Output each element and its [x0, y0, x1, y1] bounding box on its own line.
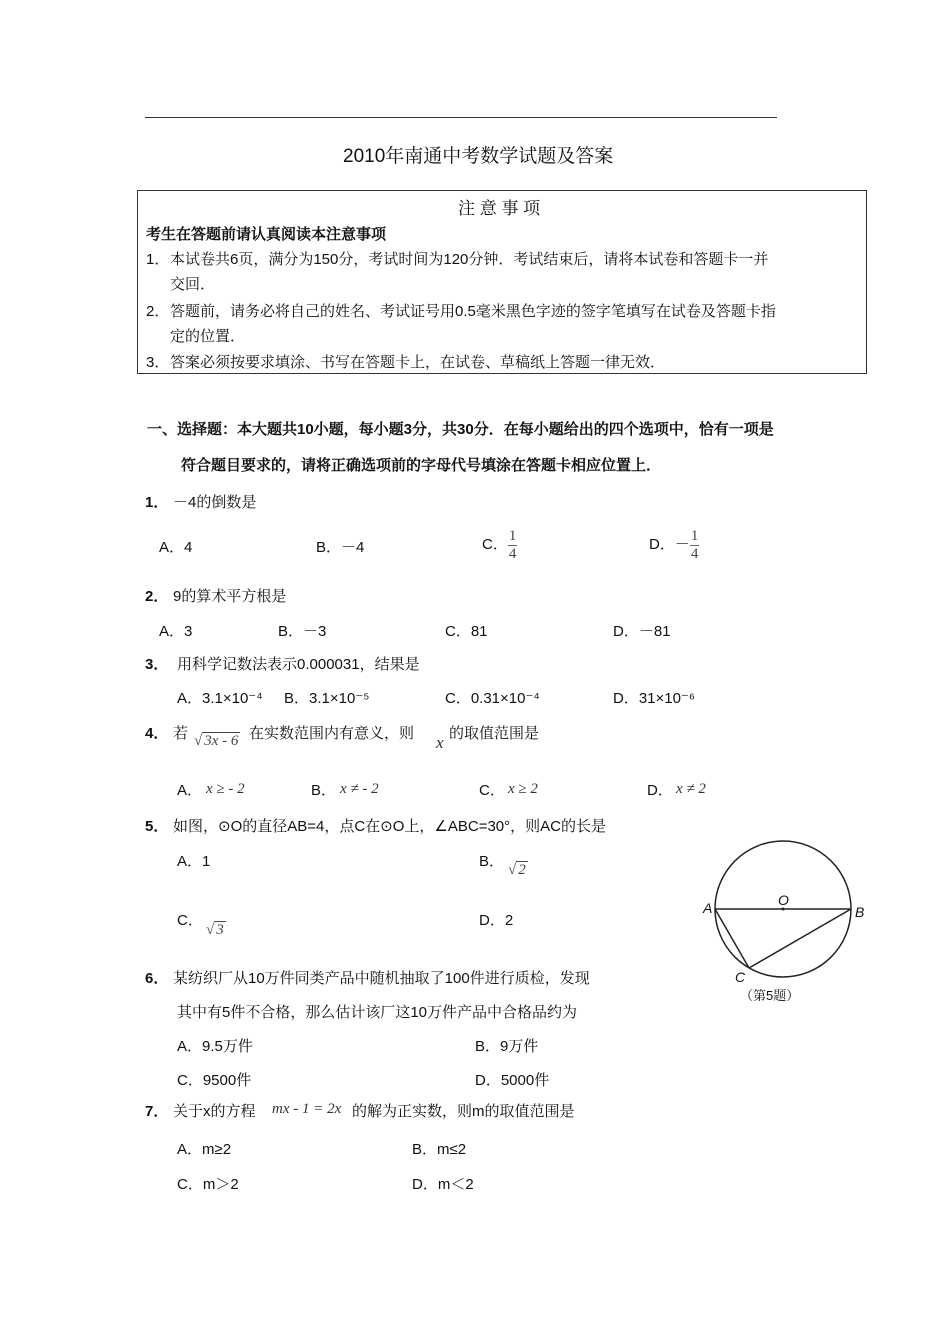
q5-option-b-radicand: 2	[518, 862, 526, 878]
fraction-numerator: 1	[690, 528, 699, 544]
q3-option-a: A．3.1×10⁻⁴	[177, 690, 263, 707]
notice-item-1-num: 1．	[146, 251, 170, 268]
q4-stem-mid: 在实数范围内有意义，则	[249, 725, 415, 742]
q7-number: 7．	[145, 1103, 169, 1120]
q7-stem-post: 的解为正实数，则m的取值范围是	[352, 1103, 575, 1120]
section-heading-line2: 符合题目要求的，请将正确选项前的字母代号填涂在答题卡相应位置上．	[181, 457, 662, 474]
q4-number: 4．	[145, 725, 169, 742]
q2-option-a: A．3	[159, 623, 193, 640]
chord-bc	[749, 909, 851, 968]
q7-option-d: D．m＜2	[412, 1176, 474, 1193]
q6-option-c: C．9500件	[177, 1072, 252, 1089]
q3-option-d: D．31×10⁻⁶	[613, 690, 696, 707]
q1-option-c	[482, 528, 517, 562]
q4-stem-post: 的取值范围是	[449, 725, 540, 742]
q5-option-c-radical: √ 3	[206, 922, 224, 938]
chord-ac	[715, 909, 749, 968]
q1-option-c-label: C．	[482, 535, 508, 553]
notice-item-2-line2: 定的位置．	[170, 328, 246, 345]
fraction-denominator: 4	[508, 545, 517, 562]
q5-option-d: D．2	[479, 912, 514, 929]
q5-option-b-radical: √ 2	[508, 862, 526, 878]
q1-option-c-fraction	[508, 528, 518, 562]
q6-option-d: D．5000件	[475, 1072, 550, 1089]
q6-stem-line1: 某纺织厂从10万件同类产品中随机抽取了100件进行质检，发现	[173, 970, 590, 987]
notice-item-2-line1: 答题前，请务必将自己的姓名、考试证号用0.5毫米黑色字迹的签字笔填写在试卷及答题卡指	[170, 303, 776, 320]
q4-option-d-label: D．	[647, 782, 673, 799]
section-heading-line1: 一、选择题：本大题共10小题，每小题3分，共30分．在每小题给出的四个选项中，恰有一项是	[147, 421, 774, 438]
q5-option-c-radicand: 3	[216, 922, 224, 938]
q7-equation: mx - 1 = 2x	[272, 1101, 342, 1117]
page-title: 2010年南通中考数学试题及答案	[343, 146, 614, 167]
q2-option-c: C．81	[445, 623, 488, 640]
q2-stem: 9的算术平方根是	[173, 588, 287, 605]
q2-option-d: D．－81	[613, 623, 671, 640]
q4-stem-pre: 若	[173, 725, 189, 742]
q4-option-a-label: A．	[177, 782, 203, 799]
q4-radicand: 3x - 6	[204, 733, 239, 749]
q1-option-d	[649, 528, 699, 562]
q6-stem-line2: 其中有5件不合格，那么估计该厂这10万件产品中合格品约为	[177, 1004, 578, 1021]
q1-number: 1．	[145, 494, 169, 511]
figure-caption: （第5题）	[740, 988, 800, 1003]
q4-option-d-expr: x ≠ 2	[676, 781, 706, 797]
q4-variable: x	[436, 733, 444, 752]
q5-option-c-label: C．	[177, 912, 203, 929]
q1-option-d-fraction	[690, 528, 700, 562]
notice-item-2-num: 2．	[146, 303, 170, 320]
notice-item-3-num: 3．	[146, 354, 170, 371]
figure-label-b: B	[855, 904, 865, 920]
notice-subheading: 考生在答题前请认真阅读本注意事项	[146, 226, 387, 243]
q7-option-a: A．m≥2	[177, 1141, 232, 1158]
q7-option-c: C．m＞2	[177, 1176, 239, 1193]
q4-option-b-label: B．	[311, 782, 337, 799]
notice-heading: 注 意 事 项	[458, 199, 541, 218]
figure-label-o: O	[778, 892, 789, 908]
q6-option-a: A．9.5万件	[177, 1038, 253, 1055]
q3-stem: 用科学记数法表示0.000031，结果是	[177, 656, 420, 673]
q5-figure	[698, 835, 870, 1010]
notice-item-3-line1: 答案必须按要求填涂、书写在答题卡上，在试卷、草稿纸上答题一律无效．	[170, 354, 666, 371]
q4-option-c-expr: x ≥ 2	[508, 781, 538, 797]
figure-label-a: A	[703, 900, 713, 916]
fraction-numerator: 1	[508, 528, 517, 544]
notice-box	[137, 190, 867, 374]
q2-option-b: B．－3	[278, 623, 327, 640]
q5-option-a: A．1	[177, 853, 211, 870]
q5-option-b-label: B．	[479, 853, 505, 870]
q3-option-b: B．3.1×10⁻⁵	[284, 690, 370, 707]
notice-item-1-line1: 本试卷共6页，满分为150分，考试时间为120分钟．考试结束后，请将本试卷和答题卡一并	[170, 251, 769, 268]
q1-option-b: B．－4	[316, 539, 365, 556]
q3-option-c: C．0.31×10⁻⁴	[445, 690, 540, 707]
q1-option-d-label: D．－	[649, 535, 690, 553]
q7-option-b: B．m≤2	[412, 1141, 467, 1158]
q2-number: 2．	[145, 588, 169, 605]
header-rule	[145, 117, 777, 118]
q5-number: 5．	[145, 818, 169, 835]
q1-option-a: A．4	[159, 539, 193, 556]
q6-number: 6．	[145, 970, 169, 987]
notice-item-1-line2: 交回．	[170, 276, 216, 293]
fraction-denominator: 4	[690, 545, 699, 562]
q4-radical: √ 3x - 6	[194, 733, 239, 749]
q3-number: 3．	[145, 656, 169, 673]
q1-stem: －4的倒数是	[173, 494, 257, 511]
q4-option-c-label: C．	[479, 782, 505, 799]
figure-label-c: C	[735, 969, 746, 985]
q7-stem-pre: 关于x的方程	[173, 1103, 256, 1120]
q4-option-a-expr: x ≥ - 2	[206, 781, 245, 797]
q5-stem: 如图，⊙O的直径AB=4，点C在⊙O上，∠ABC=30°，则AC的长是	[173, 818, 606, 835]
q6-option-b: B．9万件	[475, 1038, 539, 1055]
q4-option-b-expr: x ≠ - 2	[340, 781, 379, 797]
